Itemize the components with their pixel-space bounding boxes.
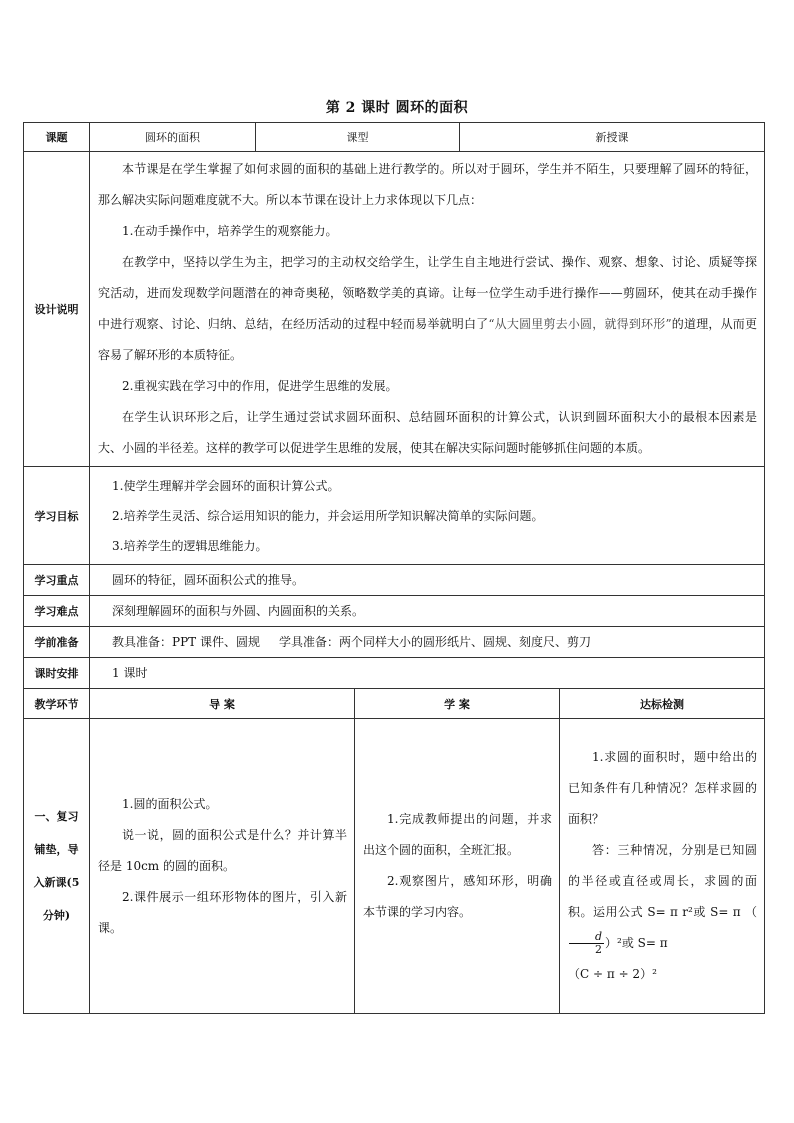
label-topic: 课题 [24, 123, 90, 152]
check-para-3: （C ÷ π ÷ 2）² [568, 967, 657, 981]
check-para-2: 答：三种情况，分别是已知圆的半径或直径或周长，求圆的面积。运用公式 S= π r²或 S= π （ [568, 843, 757, 919]
guide-para: 1.圆的面积公式。 [122, 796, 218, 811]
study-para: 1.完成教师提出的问题，并求出这个圆的面积，全班汇报。 [363, 812, 552, 857]
design-row [24, 152, 765, 467]
key-point-text: 圆环的特征，圆环面积公式的推导。 [112, 573, 305, 587]
page-title: 第 2 课时 圆环的面积 [325, 100, 469, 116]
columns-header-row [24, 689, 765, 719]
check-para [568, 835, 757, 959]
difficulty-text: 深刻理解圆环的面积与外圆、内圆面积的关系。 [112, 604, 365, 618]
design-quote: “从大圆里剪去小圆，就得到环形” [488, 317, 672, 331]
design-para-3: 在学生认识环形之后，让学生通过尝试求圆环面积、总结圆环面积的计算公式，认识到圆环面积大小的最根本因素是大、小圆的半径差。这样的教学可以促进学生思维的发展，使其在解决实际问题时能够抓住问题的本质。 [98, 410, 757, 455]
fraction-numerator: d [569, 931, 604, 944]
design-content [90, 152, 765, 467]
section-1-guide [90, 719, 355, 1014]
section-1-row [24, 719, 765, 1014]
guide-para: 说一说，圆的面积公式是什么？并计算半径是 10cm 的圆的面积。 [98, 827, 347, 873]
label-goals: 学习目标 [24, 467, 90, 565]
col-study: 学 案 [355, 689, 560, 719]
goals-content [90, 467, 765, 565]
stage-line: 铺垫，导 [34, 843, 79, 856]
type-value: 新授课 [460, 123, 765, 152]
difficulty-row [24, 596, 765, 627]
difficulty-content [90, 596, 765, 627]
label-type: 课型 [256, 123, 460, 152]
key-point-content [90, 565, 765, 596]
design-para-2 [98, 247, 757, 371]
design-para-1: 本节课是在学生掌握了如何求圆的面积的基础上进行教学的。所以对于圆环，学生并不陌生，只要理解了圆环的特征，那么解决实际问题难度就不大。所以本节课在设计上力求体现以下几点： [98, 162, 757, 207]
stage-line: 一、复习 [34, 810, 79, 823]
col-guide: 导 案 [90, 689, 355, 719]
goal-item: 3.培养学生的逻辑思维能力。 [112, 538, 268, 553]
lesson-plan-table [23, 122, 765, 1014]
design-para-2a: 在教学中，坚持以学生为主，把学习的主动权交给学生，让学生自主地进行尝试、操作、观察、想象、讨论、质疑等探究活动，进而发现数学问题潜在的神奇奥秘，领略数学美的真谛。让每一位学生动手进行操作——剪圆环，使其在动手操作中进行观察、讨论、归纳、总结，在经历活动的过程中轻而易举就明白了 [98, 255, 757, 331]
key-point-row [24, 565, 765, 596]
check-para-2-tail: ）²或 S= π [605, 936, 668, 950]
stage-line: 入新课(5 [33, 876, 80, 889]
guide-para: 2.课件展示一组环形物体的图片，引入新课。 [98, 889, 347, 935]
schedule-content [90, 658, 765, 689]
label-design: 设计说明 [24, 152, 90, 467]
label-key-point: 学习重点 [24, 565, 90, 596]
prep-content [90, 627, 765, 658]
col-stage: 教学环节 [24, 689, 90, 719]
goals-row [24, 467, 765, 565]
check-para: 1.求圆的面积时，题中给出的已知条件有几种情况？怎样求圆的面积？ [568, 750, 757, 826]
topic-value: 圆环的面积 [90, 123, 256, 152]
design-point-2: 2.重视实践在学习中的作用，促进学生思维的发展。 [122, 379, 398, 393]
header-row [24, 123, 765, 152]
label-difficulty: 学习难点 [24, 596, 90, 627]
section-1-stage [24, 719, 90, 1014]
design-para-2b: 的道理，从而更容易了解环形的本质特征。 [98, 317, 757, 362]
goal-item: 2.培养学生灵活、综合运用知识的能力，并会运用所学知识解决简单的实际问题。 [112, 508, 544, 523]
col-check: 达标检测 [560, 689, 765, 719]
label-schedule: 课时安排 [24, 658, 90, 689]
design-point-1: 1.在动手操作中，培养学生的观察能力。 [122, 224, 338, 238]
prep-text: 教具准备：PPT 课件、圆规 学具准备：两个同样大小的圆形纸片、圆规、刻度尺、剪刀 [112, 635, 592, 649]
stage-line: 分钟) [42, 909, 71, 922]
section-1-study [355, 719, 560, 1014]
prep-row [24, 627, 765, 658]
schedule-row [24, 658, 765, 689]
fraction-denominator: 2 [595, 943, 603, 956]
section-1-check [560, 719, 765, 1014]
fraction-d-over-2 [569, 931, 604, 956]
schedule-text: 1 课时 [112, 666, 148, 680]
goal-item: 1.使学生理解并学会圆环的面积计算公式。 [112, 478, 340, 493]
study-para: 2.观察图片，感知环形，明确本节课的学习内容。 [363, 874, 552, 919]
label-prep: 学前准备 [24, 627, 90, 658]
